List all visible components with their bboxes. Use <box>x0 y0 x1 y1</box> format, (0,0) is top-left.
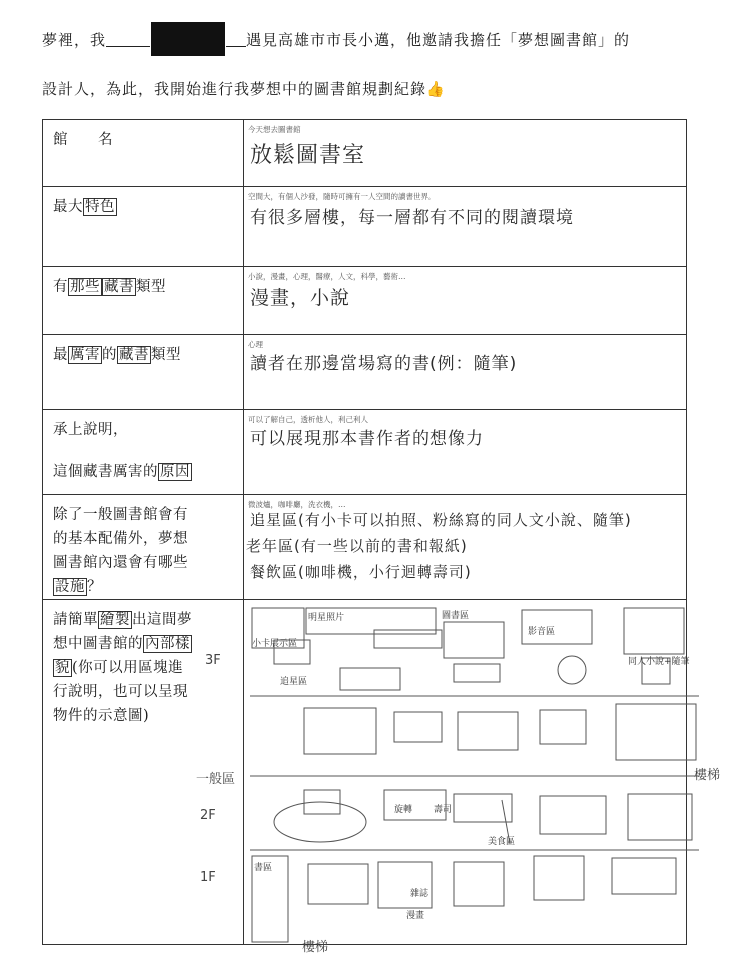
stairs-label-right: 樓梯 <box>694 768 721 783</box>
library-plan-form <box>42 119 690 945</box>
question-text: 除了一般圖書館會有 <box>53 507 188 523</box>
handwritten-answer: 有很多層樓，每一層都有不同的閱讀環境 <box>250 208 574 228</box>
question-text: 的基本配備外，夢想 <box>53 531 188 547</box>
keyword-box: 特色 <box>85 199 115 215</box>
drawing-label: 旋轉 <box>394 805 413 815</box>
answer-cell <box>244 187 687 267</box>
handwritten-answer: 可以展現那本書作者的想像力 <box>250 429 484 449</box>
drawing-label: 漫畫 <box>406 911 425 921</box>
floor-label-general: 一般區 <box>196 772 236 787</box>
answer-cell <box>244 495 687 600</box>
question-text: 物件的示意圖) <box>53 708 150 724</box>
question-text: (你可以用區塊進 <box>72 660 184 676</box>
question-text: 承上說明， <box>53 422 128 438</box>
question-text: 最 <box>53 347 68 363</box>
intro-line-2-text: 設計人，為此，我開始進行我夢想中的圖書館規劃紀錄 <box>42 80 427 98</box>
question-cell <box>43 495 244 600</box>
floor-label-2f: 2F <box>200 808 216 823</box>
keyword-box: 那些 <box>70 279 100 295</box>
hint-text: 空間大，有個人沙發，隨時可擁有一人空間的讀書世界。 <box>248 192 436 201</box>
question-text: 請簡單 <box>53 612 98 628</box>
keyword-box: 藏書 <box>104 279 134 295</box>
intro-line-1-post: 遇見高雄市市長小邁，他邀請我擔任「夢想圖書館」的 <box>246 31 631 49</box>
question-text: 的 <box>102 347 117 363</box>
row-best-collection <box>43 335 687 410</box>
floor-label-1f: 1F <box>200 870 216 885</box>
keyword-box: 貌 <box>55 660 70 676</box>
name-blank <box>226 32 246 47</box>
question-text: 有 <box>53 279 68 295</box>
row-library-name <box>43 120 687 187</box>
hint-text: 可以了解自己，透析他人，利己利人 <box>248 415 368 424</box>
answer-cell <box>244 120 687 187</box>
question-label: 館 名 <box>53 132 113 148</box>
row-main-feature <box>43 187 687 267</box>
intro-line-1-pre: 夢裡，我 <box>42 31 107 49</box>
keyword-box: 原因 <box>160 464 190 480</box>
drawing-label: 壽司 <box>434 805 453 815</box>
question-cell <box>43 120 244 187</box>
question-cell <box>43 187 244 267</box>
question-cell <box>43 267 244 335</box>
floor-plan-drawing <box>244 600 703 946</box>
keyword-box: 設施 <box>55 579 85 595</box>
row-reason <box>43 410 687 495</box>
question-text: ？ <box>87 579 102 595</box>
drawing-label: 小卡展示區 <box>252 639 298 649</box>
intro-line-1 <box>42 22 630 56</box>
drawing-label: 書區 <box>254 863 273 873</box>
question-text: 想中圖書館的 <box>53 636 143 652</box>
handwritten-answer: 餐飲區(咖啡機，小行迴轉壽司) <box>250 563 472 581</box>
hint-text: 微波爐，咖啡廳，洗衣機，… <box>248 500 346 509</box>
drawing-label: 雜誌 <box>410 889 429 899</box>
handwritten-answer: 漫畫，小說 <box>250 287 351 309</box>
hint-text: 今天想去圖書館 <box>248 125 301 134</box>
question-cell <box>43 335 244 410</box>
question-text: 最大 <box>53 199 83 215</box>
answer-cell <box>244 410 687 495</box>
thumbs-up-icon: 👍 <box>426 80 446 98</box>
redacted-name <box>151 22 225 56</box>
drawing-label: 追星區 <box>280 677 308 687</box>
drawing-label: 圖書區 <box>442 611 470 621</box>
keyword-box: 厲害 <box>70 347 100 363</box>
keyword-box: 內部樣 <box>145 636 190 652</box>
question-text: 這個藏書厲害的 <box>53 464 158 480</box>
drawing-cell <box>244 600 690 945</box>
question-text: 類型 <box>151 347 181 363</box>
name-blank <box>106 32 150 47</box>
question-text: 行說明，也可以呈現 <box>53 684 188 700</box>
drawing-label: 明星照片 <box>308 613 345 623</box>
hint-text: 小說，漫畫，心理，醫療，人文，科學，藝術… <box>248 272 406 281</box>
question-text: 類型 <box>136 279 166 295</box>
handwritten-answer: 放鬆圖書室 <box>250 143 366 168</box>
handwritten-answer: 追星區(有小卡可以拍照、粉絲寫的同人文小說、隨筆) <box>250 511 632 529</box>
answer-cell <box>244 335 687 410</box>
handwritten-answer: 讀者在那邊當場寫的書(例：隨筆) <box>250 354 518 374</box>
handwritten-answer: 老年區(有一些以前的書和報紙) <box>246 537 468 555</box>
question-cell <box>43 410 244 495</box>
row-collection-types <box>43 267 687 335</box>
intro-line-2 <box>42 78 446 99</box>
answer-cell <box>244 267 687 335</box>
hint-text: 心理 <box>248 340 263 349</box>
question-text: 出這間夢 <box>132 612 192 628</box>
keyword-box: 繪製 <box>100 612 130 628</box>
row-facilities <box>43 495 687 600</box>
keyword-box: 藏書 <box>119 347 149 363</box>
drawing-label: 同人小說+隨筆 <box>628 657 690 667</box>
drawing-label: 影音區 <box>528 627 556 637</box>
question-text: 圖書館內還會有哪些 <box>53 555 188 571</box>
question-subline <box>53 460 237 484</box>
drawing-label: 美食區 <box>488 837 516 847</box>
row-floor-plan <box>43 600 687 945</box>
stairs-label-bottom: 樓梯 <box>302 940 329 955</box>
floor-label-3f: 3F <box>205 653 221 668</box>
